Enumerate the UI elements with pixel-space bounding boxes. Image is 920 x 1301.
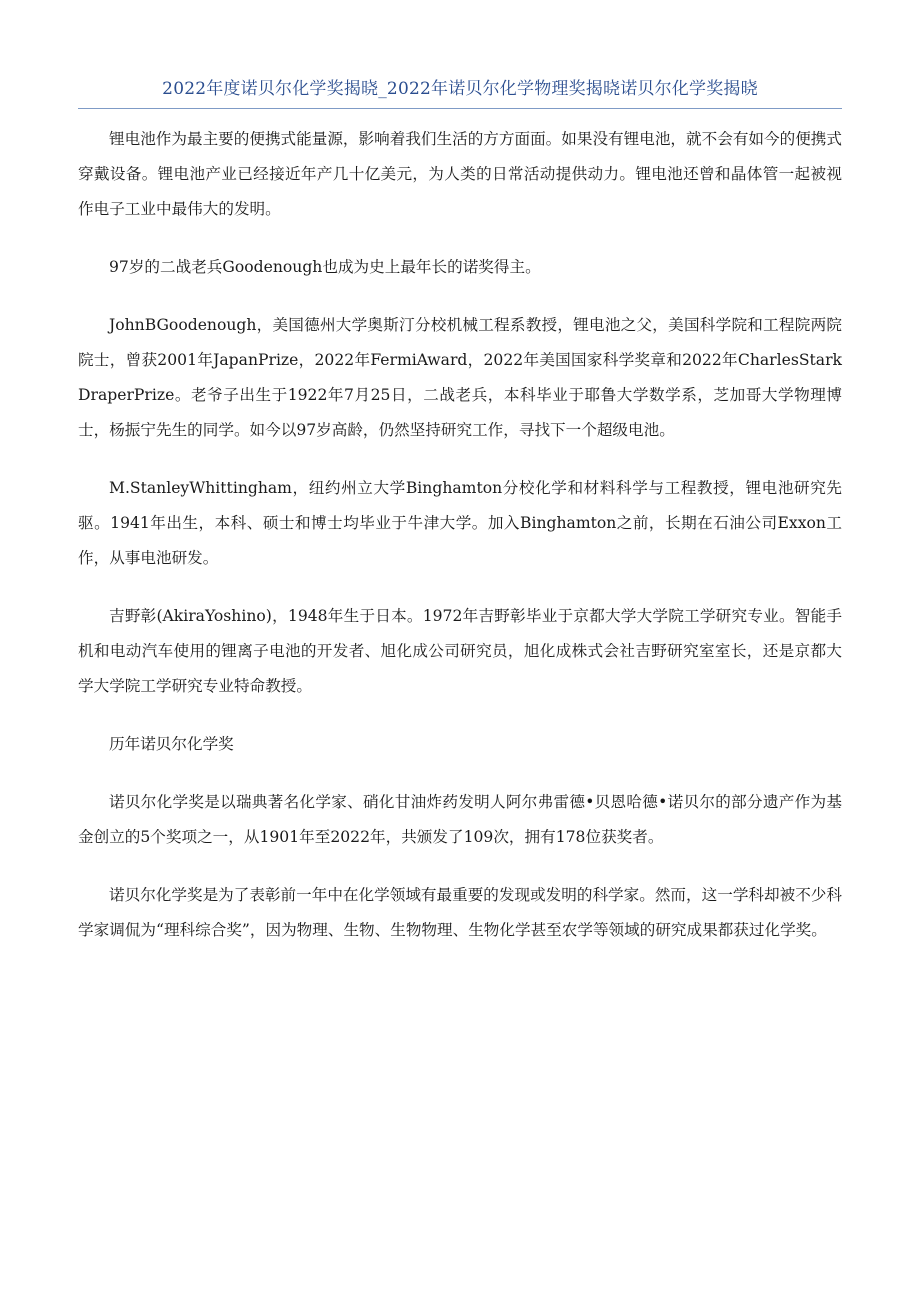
paragraph-lithium-battery-intro: 锂电池作为最主要的便携式能量源，影响着我们生活的方方面面。如果没有锂电池，就不会有如今的便携式穿戴设备。锂电池产业已经接近年产几十亿美元，为人类的日常活动提供动力。锂电池还曾和晶体管一起被视作电子工业中最伟大的发明。 xyxy=(78,130,842,218)
document-body xyxy=(78,122,842,971)
page-header xyxy=(78,78,842,109)
paragraph-goodenough-bio: JohnBGoodenough，美国德州大学奥斯汀分校机械工程系教授，锂电池之父，美国科学院和工程院两院院士，曾获2001年JapanPrize，2022年FermiAward，2022年美国国家科学奖章和2022年CharlesStarkDraperPrize。老爷子出生于1922年7月25日，二战老兵，本科毕业于耶鲁大学数学系，芝加哥大学物理博士，杨振宁先生的同学。如今以97岁高龄，仍然坚持研究工作，寻找下一个超级电池。 xyxy=(78,316,842,439)
paragraph-whittingham-bio: M.StanleyWhittingham，纽约州立大学Binghamton分校化学和材料科学与工程教授，锂电池研究先驱。1941年出生，本科、硕士和博士均毕业于牛津大学。加入Binghamton之前，长期在石油公司Exxon工作，从事电池研发。 xyxy=(78,479,842,567)
paragraph-yoshino-bio: 吉野彰(AkiraYoshino)，1948年生于日本。1972年吉野彰毕业于京都大学大学院工学研究专业。智能手机和电动汽车使用的锂离子电池的开发者、旭化成公司研究员，旭化成株式会社吉野研究室室长，还是京都大学大学院工学研究专业特命教授。 xyxy=(78,607,842,695)
paragraph-prize-purpose: 诺贝尔化学奖是为了表彰前一年中在化学领域有最重要的发现或发明的科学家。然而，这一学科却被不少科学家调侃为“理科综合奖”，因为物理、生物、生物物理、生物化学甚至农学等领域的研究成果都获过化学奖。 xyxy=(78,886,842,939)
paragraph-oldest-laureate: 97岁的二战老兵Goodenough也成为史上最年长的诺奖得主。 xyxy=(109,258,541,276)
paragraph-prize-origin: 诺贝尔化学奖是以瑞典著名化学家、硝化甘油炸药发明人阿尔弗雷德•贝恩哈德•诺贝尔的部分遗产作为基金创立的5个奖项之一，从1901年至2022年，共颁发了109次，拥有178位获奖者。 xyxy=(78,793,842,846)
section-heading-history: 历年诺贝尔化学奖 xyxy=(109,735,234,753)
page-header-title: 2022年度诺贝尔化学奖揭晓_2022年诺贝尔化学物理奖揭晓诺贝尔化学奖揭晓 xyxy=(162,79,758,99)
